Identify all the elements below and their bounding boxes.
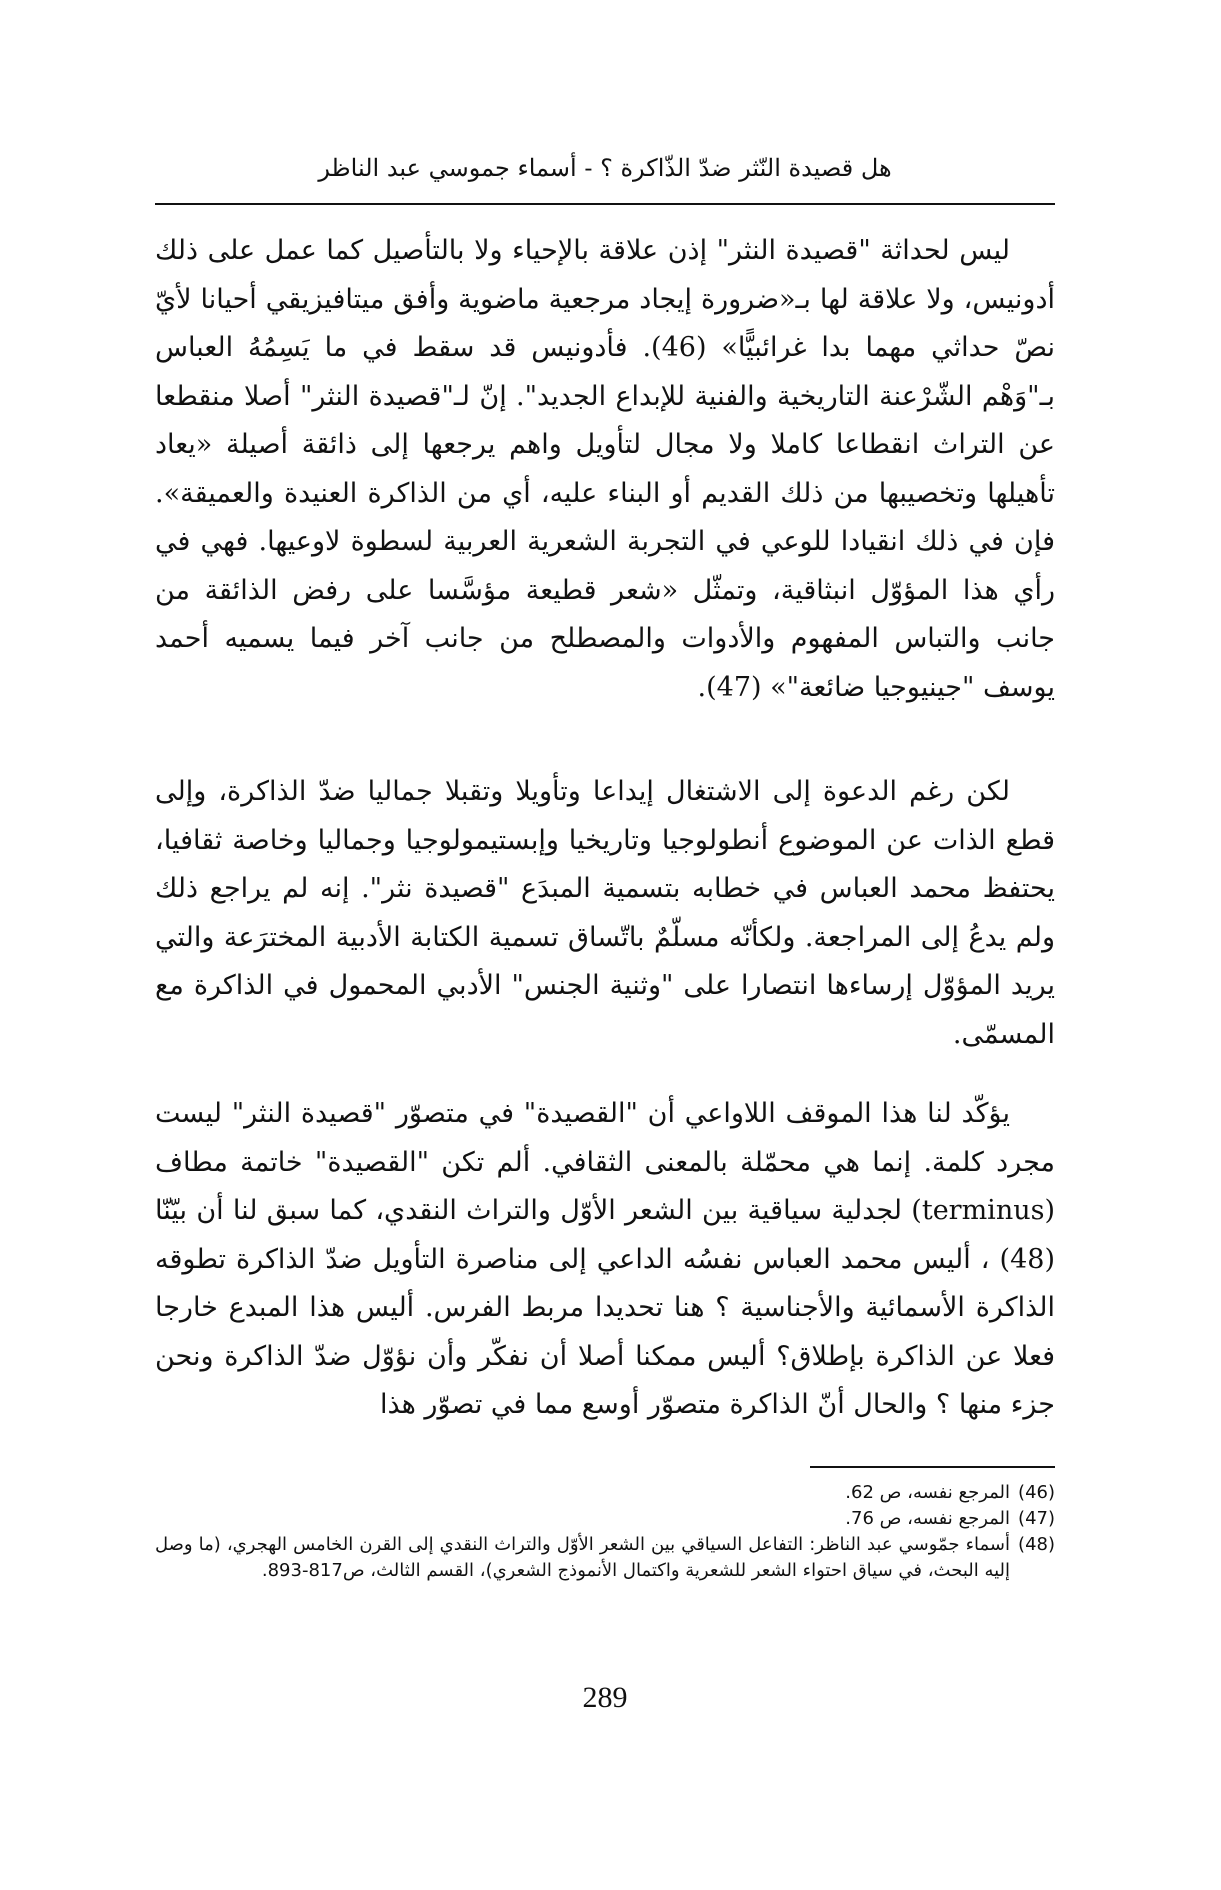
footnote-48 [155, 1532, 1055, 1584]
footnotes [155, 1480, 1055, 1584]
footnote-text: المرجع نفسه، ص 62. [845, 1482, 1011, 1503]
footnote-text: المرجع نفسه، ص 76. [845, 1508, 1011, 1529]
page-number: 289 [582, 1681, 628, 1714]
footnote-text: أسماء جمّوسي عبد الناظر: التفاعل السياقي بين الشعر الأوّل والتراث النقدي إلى القرن الخامس الهجري، (ما وصل إليه البحث، في سياق احتواء الشعر للشعرية واكتمال الأنموذج الشعري)، القسم الثالث، ص817-893. [155, 1534, 1011, 1581]
footnote-number: (48) [1018, 1534, 1055, 1555]
footnote-47 [155, 1506, 1055, 1532]
footnote-number: (46) [1018, 1482, 1055, 1503]
running-header: هل قصيدة النّثر ضدّ الذّاكرة ؟ - أسماء جموسي عبد الناظر [318, 154, 892, 182]
footnote-46 [155, 1480, 1055, 1506]
footnote-divider [810, 1466, 1055, 1468]
paragraph-3: يؤكّد لنا هذا الموقف اللاواعي أن "القصيدة" في متصوّر "قصيدة النثر" ليست مجرد كلمة. إنما هي محمّلة بالمعنى الثقافي. ألم تكن "القصيدة" خاتمة مطاف (terminus) لجدلية سياقية بين الشعر الأوّل والتراث النقدي، كما سبق لنا أن بيّنّا (48) ، أليس محمد العباس نفسُه الداعي إلى مناصرة التأويل ضدّ الذاكرة تطوقه الذاكرة الأسمائية والأجناسية ؟ هنا تحديدا مربط الفرس. أليس هذا المبدع خارجا فعلا عن الذاكرة بإطلاق؟ أليس ممكنا أصلا أن نفكّر وأن نؤوّل ضدّ الذاكرة ونحن جزء منها ؟ والحال أنّ الذاكرة متصوّر أوسع مما في تصوّر هذا [155, 1098, 1055, 1420]
paragraph-2: لكن رغم الدعوة إلى الاشتغال إيداعا وتأويلا وتقبلا جماليا ضدّ الذاكرة، وإلى قطع الذات عن الموضوع أنطولوجيا وتاريخيا وإبستيمولوجيا وجماليا وخاصة ثقافيا، يحتفظ محمد العباس في خطابه بتسمية المبدَع "قصيدة نثر". إنه لم يراجع ذلك ولم يدعُ إلى المراجعة. ولكأنّه مسلّمٌ باتّساق تسمية الكتابة الأدبية المخترَعة والتي يريد المؤوّل إرساءها انتصارا على "وثنية الجنس" الأدبي المحمول في الذاكرة مع المسمّى. [155, 776, 1055, 1050]
header-divider [155, 203, 1055, 205]
paragraph-1: ليس لحداثة "قصيدة النثر" إذن علاقة بالإحياء ولا بالتأصيل كما عمل على ذلك أدونيس، ولا علاقة لها بـ«ضرورة إيجاد مرجعية ماضوية وأفق ميتافيزيقي أحيانا لأيّ نصّ حداثي مهما بدا غرائبيًّا» (46). فأدونيس قد سقط في ما يَسِمُهُ العباس بـ"وَهْم الشّرْعنة التاريخية والفنية للإبداع الجديد". إنّ لـ"قصيدة النثر" أصلا منقطعا عن التراث انقطاعا كاملا ولا مجال لتأويل واهم يرجعها إلى ذائقة أصيلة «يعاد تأهيلها وتخصيبها من ذلك القديم أو البناء عليه، أي من الذاكرة العنيدة والعميقة». فإن في ذلك انقيادا للوعي في التجربة الشعرية العربية لسطوة لاوعيها. فهي في رأي هذا المؤوّل انبثاقية، وتمثّل «شعر قطيعة مؤسَّسا على رفض الذائقة من جانب والتباس المفهوم والأدوات والمصطلح من جانب آخر فيما يسميه أحمد يوسف "جينيوجيا ضائعة"» (47). [155, 235, 1055, 703]
footnote-number: (47) [1018, 1508, 1055, 1529]
